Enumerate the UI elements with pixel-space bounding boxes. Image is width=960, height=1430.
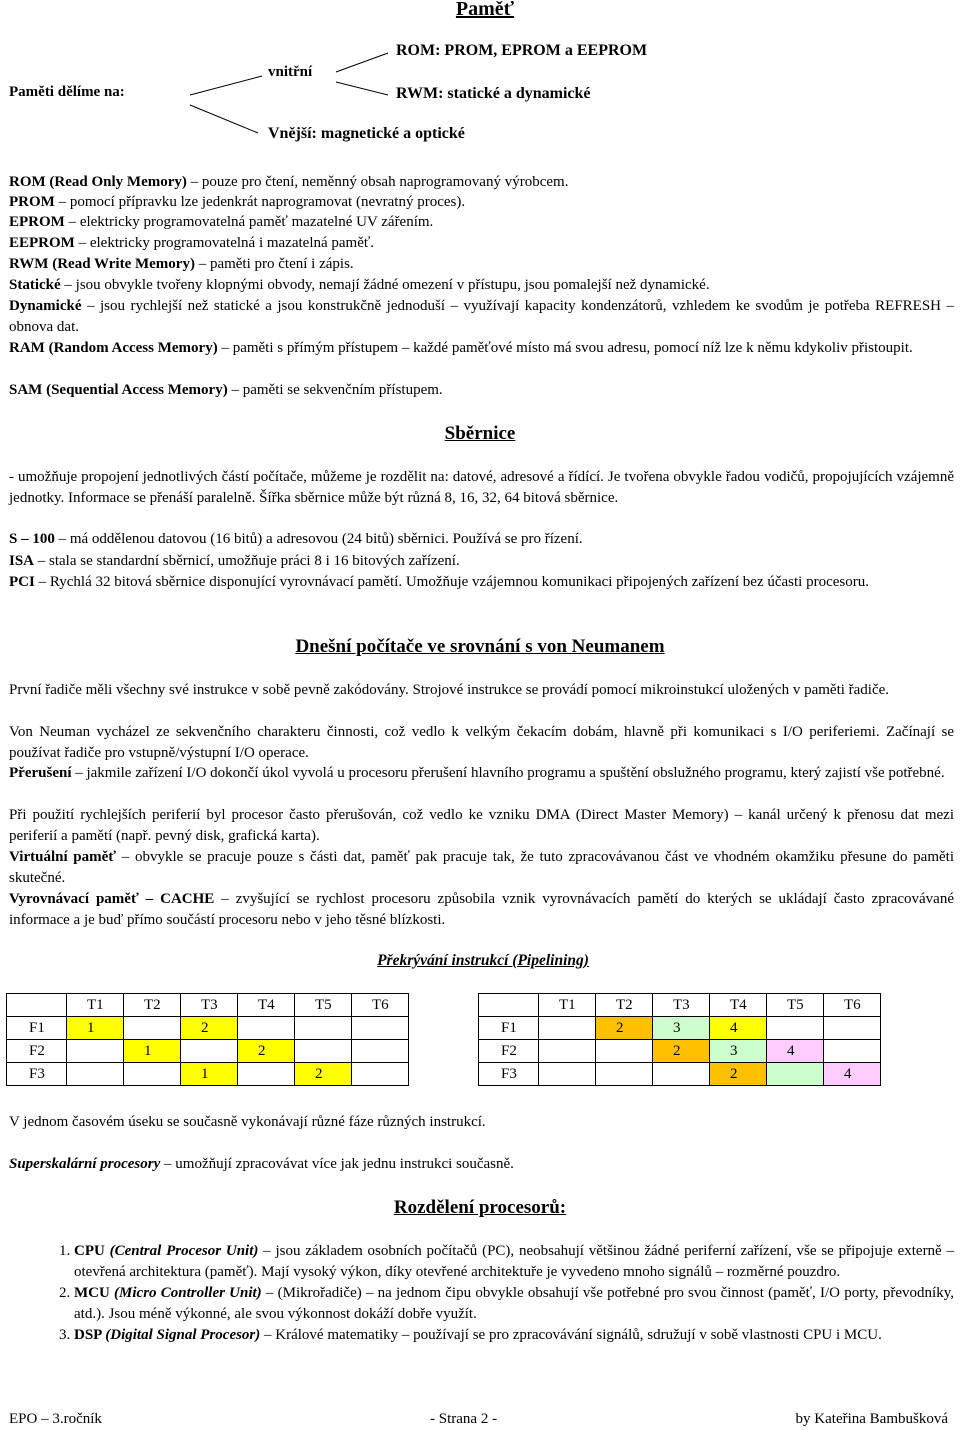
table-cell: 4 bbox=[824, 1063, 881, 1086]
tree-rom-label: ROM: PROM, EPROM a EEPROM bbox=[396, 42, 648, 59]
table-row bbox=[7, 1017, 409, 1040]
table-cell bbox=[539, 1040, 596, 1063]
table-cell bbox=[596, 1040, 653, 1063]
table-cell: T6 bbox=[824, 994, 881, 1017]
table-cell bbox=[352, 1040, 409, 1063]
table-cell bbox=[238, 1017, 295, 1040]
table-cell: 1 bbox=[181, 1063, 238, 1086]
tree-internal-label: vnitřní bbox=[268, 64, 313, 80]
rom-definition: ROM (Read Only Memory) – pouze pro čtení, neměnný obsah naprogramovaný výrobcem. bbox=[9, 174, 569, 190]
footer-left: EPO – 3.ročník bbox=[9, 1411, 102, 1427]
rwm-definition: RWM (Read Write Memory) – paměti pro čtení i zápis. bbox=[9, 256, 354, 272]
tree-connector-lines bbox=[0, 0, 960, 160]
pipelining-note: V jednom časovém úseku se současně vykonávají různé fáze různých instrukcí. bbox=[9, 1114, 486, 1130]
table-cell bbox=[824, 1040, 881, 1063]
tree-external-label: Vnější: magnetické a optické bbox=[268, 125, 465, 142]
table-cell bbox=[352, 1063, 409, 1086]
table-cell bbox=[653, 1063, 710, 1086]
table-cell bbox=[7, 994, 67, 1017]
table-cell: T5 bbox=[295, 994, 352, 1017]
table-cell: 1 bbox=[67, 1017, 124, 1040]
table-cell: T4 bbox=[238, 994, 295, 1017]
table-cell bbox=[539, 1063, 596, 1086]
tree-root-label: Paměti dělíme na: bbox=[9, 84, 125, 100]
table-cell bbox=[767, 1063, 824, 1086]
table-cell: 2 bbox=[238, 1040, 295, 1063]
table-cell: 4 bbox=[710, 1017, 767, 1040]
table-cell bbox=[67, 1063, 124, 1086]
table-cell: T6 bbox=[352, 994, 409, 1017]
cache-definition: Vyrovnávací paměť – CACHE – zvyšující se rychlost procesoru způsobila vznik vyrovnávacích pamětí do kterých se ukládají často zpracovávané informace a je buď přímo součástí procesoru nebo v jeho těsné blízkosti. bbox=[9, 891, 954, 928]
table-cell: T1 bbox=[539, 994, 596, 1017]
pipelining-table-left bbox=[6, 993, 409, 1086]
sam-definition: SAM (Sequential Access Memory) – paměti se sekvenčním přístupem. bbox=[9, 382, 443, 398]
table-cell: F3 bbox=[479, 1063, 539, 1086]
table-cell: T4 bbox=[710, 994, 767, 1017]
table-cell bbox=[352, 1017, 409, 1040]
table-cell bbox=[181, 1040, 238, 1063]
neumann-heading: Dnešní počítače ve srovnání s von Neumanem bbox=[295, 636, 665, 657]
neumann-paragraph-2: Von Neuman vycházel ze sekvenčního charakteru činnosti, což vedlo k velkým čekacím dobám, hlavně při komunikaci s I/O periferiemi. Začínají se používat řadiče pro vstupně/výstupní I/O operace. bbox=[9, 724, 954, 761]
table-cell: 2 bbox=[653, 1040, 710, 1063]
table-cell: 1 bbox=[124, 1040, 181, 1063]
dynamic-definition: Dynamické – jsou rychlejší než statické a jsou konstrukčně jednoduší – využívají kapacity kondenzátorů, vzhledem ke svodům je potřeba REFRESH – obnova dat. bbox=[9, 298, 954, 335]
superscalar-definition: Superskalární procesory – umožňují zpracovávat více jak jednu instrukci současně. bbox=[9, 1156, 514, 1172]
table-cell: F1 bbox=[7, 1017, 67, 1040]
table-cell bbox=[539, 1017, 596, 1040]
table-cell: T2 bbox=[596, 994, 653, 1017]
table-row bbox=[479, 1017, 881, 1040]
table-cell bbox=[124, 1017, 181, 1040]
bus-intro: - umožňuje propojení jednotlivých částí počítače, můžeme je rozdělit na: datové, adresové a řídící. Je tvořena obvykle řadou vodičů, propojujících vzájemně jednotky. Informace se přenáší paralelně. Šířka sběrnice může být různá 8, 16, 32, 64 bitová sběrnice. bbox=[9, 469, 954, 506]
table-cell: 2 bbox=[295, 1063, 352, 1086]
eprom-definition: EPROM – elektricky programovatelná paměť mazatelné UV zářením. bbox=[9, 214, 434, 230]
table-header-row bbox=[7, 994, 409, 1017]
table-cell: F2 bbox=[7, 1040, 67, 1063]
footer-page-number: - Strana 2 - bbox=[430, 1411, 498, 1427]
eeprom-definition: EEPROM – elektricky programovatelná i mazatelná paměť. bbox=[9, 235, 375, 251]
table-cell: F2 bbox=[479, 1040, 539, 1063]
table-cell: T2 bbox=[124, 994, 181, 1017]
table-cell bbox=[124, 1063, 181, 1086]
tree-rwm-label: RWM: statické a dynamické bbox=[396, 85, 591, 102]
prom-definition: PROM – pomocí přípravku lze jedenkrát naprogramovat (nevratný proces). bbox=[9, 194, 466, 210]
neumann-paragraph-3: Při použití rychlejších periferií byl procesor často přerušován, což vedlo ke vzniku DMA (Direct Master Memory) – kanál určený k přenosu dat mezi periferií a pamětí (např. pevný disk, grafická karta). bbox=[9, 807, 954, 844]
table-cell bbox=[767, 1017, 824, 1040]
table-cell bbox=[479, 994, 539, 1017]
pipelining-caption: Překrývání instrukcí (Pipelining) bbox=[377, 952, 589, 969]
processor-list bbox=[36, 1241, 954, 1346]
virtual-memory-definition: Virtuální paměť – obvykle se pracuje pouze s části dat, paměť pak pracuje tak, že tuto zpracovávanou část ve vhodném okamžiku přesune do paměti skutečné. bbox=[9, 849, 954, 886]
table-cell: 2 bbox=[181, 1017, 238, 1040]
static-definition: Statické – jsou obvykle tvořeny klopnými obvody, nemají žádné omezení v přístupu, jsou pomalejší než dynamické. bbox=[9, 277, 710, 293]
table-cell bbox=[596, 1063, 653, 1086]
table-cell bbox=[295, 1040, 352, 1063]
neumann-paragraph-1: První řadiče měli všechny své instrukce v sobě pevně zakódovány. Strojové instrukce se provádí pomocí mikroinstukcí uložených v paměti řadiče. bbox=[9, 682, 890, 698]
table-cell: F3 bbox=[7, 1063, 67, 1086]
s100-definition: S – 100 – má oddělenou datovou (16 bitů) a adresovou (24 bitů) sběrnici. Používá se pro řízení. bbox=[9, 531, 583, 547]
table-cell: T1 bbox=[67, 994, 124, 1017]
page-title: Paměť bbox=[455, 0, 515, 20]
table-cell: 3 bbox=[653, 1017, 710, 1040]
table-cell: 3 bbox=[710, 1040, 767, 1063]
table-cell: 2 bbox=[710, 1063, 767, 1086]
list-item: 3. DSP (Digital Signal Procesor) – Králové matematiky – používají se pro zpracovávání signálů, sdružují v sobě vlastnosti CPU i MCU. bbox=[74, 1325, 954, 1346]
list-item: 1. CPU (Central Procesor Unit) – jsou základem osobních počítačů (PC), neobsahují většinou žádné periferní zařízení, vše se připojuje externě – otevřená architektura (paměť). Mají vysoký výkon, díky otevřené architektuře je vyvedeno mnoho signálů – rozměrné pouzdro. bbox=[74, 1241, 954, 1283]
bus-heading: Sběrnice bbox=[444, 423, 516, 444]
processors-heading: Rozdělení procesorů: bbox=[393, 1197, 567, 1218]
table-cell bbox=[824, 1017, 881, 1040]
table-cell: 4 bbox=[767, 1040, 824, 1063]
list-item: 2. MCU (Micro Controller Unit) – (Mikrořadiče) – na jednom čipu obvykle obsahují vše potřebné pro svou činnost (paměť, I/O porty, převodníky, atd.). Jsou méně výkonné, ale svou výkonnost dokáží dobře využít. bbox=[74, 1283, 954, 1325]
table-cell: T3 bbox=[181, 994, 238, 1017]
interrupt-definition: Přerušení – jakmile zařízení I/O dokončí úkol vyvolá u procesoru přerušení hlavního programu a spuštění obslužného programu, který zajistí vše potřebné. bbox=[9, 765, 945, 781]
table-cell: T3 bbox=[653, 994, 710, 1017]
table-header-row bbox=[479, 994, 881, 1017]
pipelining-table-right bbox=[478, 993, 881, 1086]
table-row bbox=[7, 1040, 409, 1063]
isa-definition: ISA – stala se standardní sběrnicí, umožňuje práci 8 i 16 bitových zařízení. bbox=[9, 553, 460, 569]
footer-author: by Kateřina Bambušková bbox=[795, 1411, 948, 1427]
table-cell: T5 bbox=[767, 994, 824, 1017]
table-cell: F1 bbox=[479, 1017, 539, 1040]
table-cell bbox=[295, 1017, 352, 1040]
ram-definition: RAM (Random Access Memory) – paměti s přímým přístupem – každé paměťové místo má svou adresu, pomocí níž lze k němu kdykoliv přistoupit. bbox=[9, 340, 913, 356]
table-row bbox=[479, 1063, 881, 1086]
pci-definition: PCI – Rychlá 32 bitová sběrnice disponující vyrovnávací pamětí. Umožňuje vzájemnou komunikaci připojených zařízení bez účasti procesoru. bbox=[9, 574, 869, 590]
table-row bbox=[7, 1063, 409, 1086]
table-cell bbox=[238, 1063, 295, 1086]
table-row bbox=[479, 1040, 881, 1063]
table-cell bbox=[67, 1040, 124, 1063]
table-cell: 2 bbox=[596, 1017, 653, 1040]
